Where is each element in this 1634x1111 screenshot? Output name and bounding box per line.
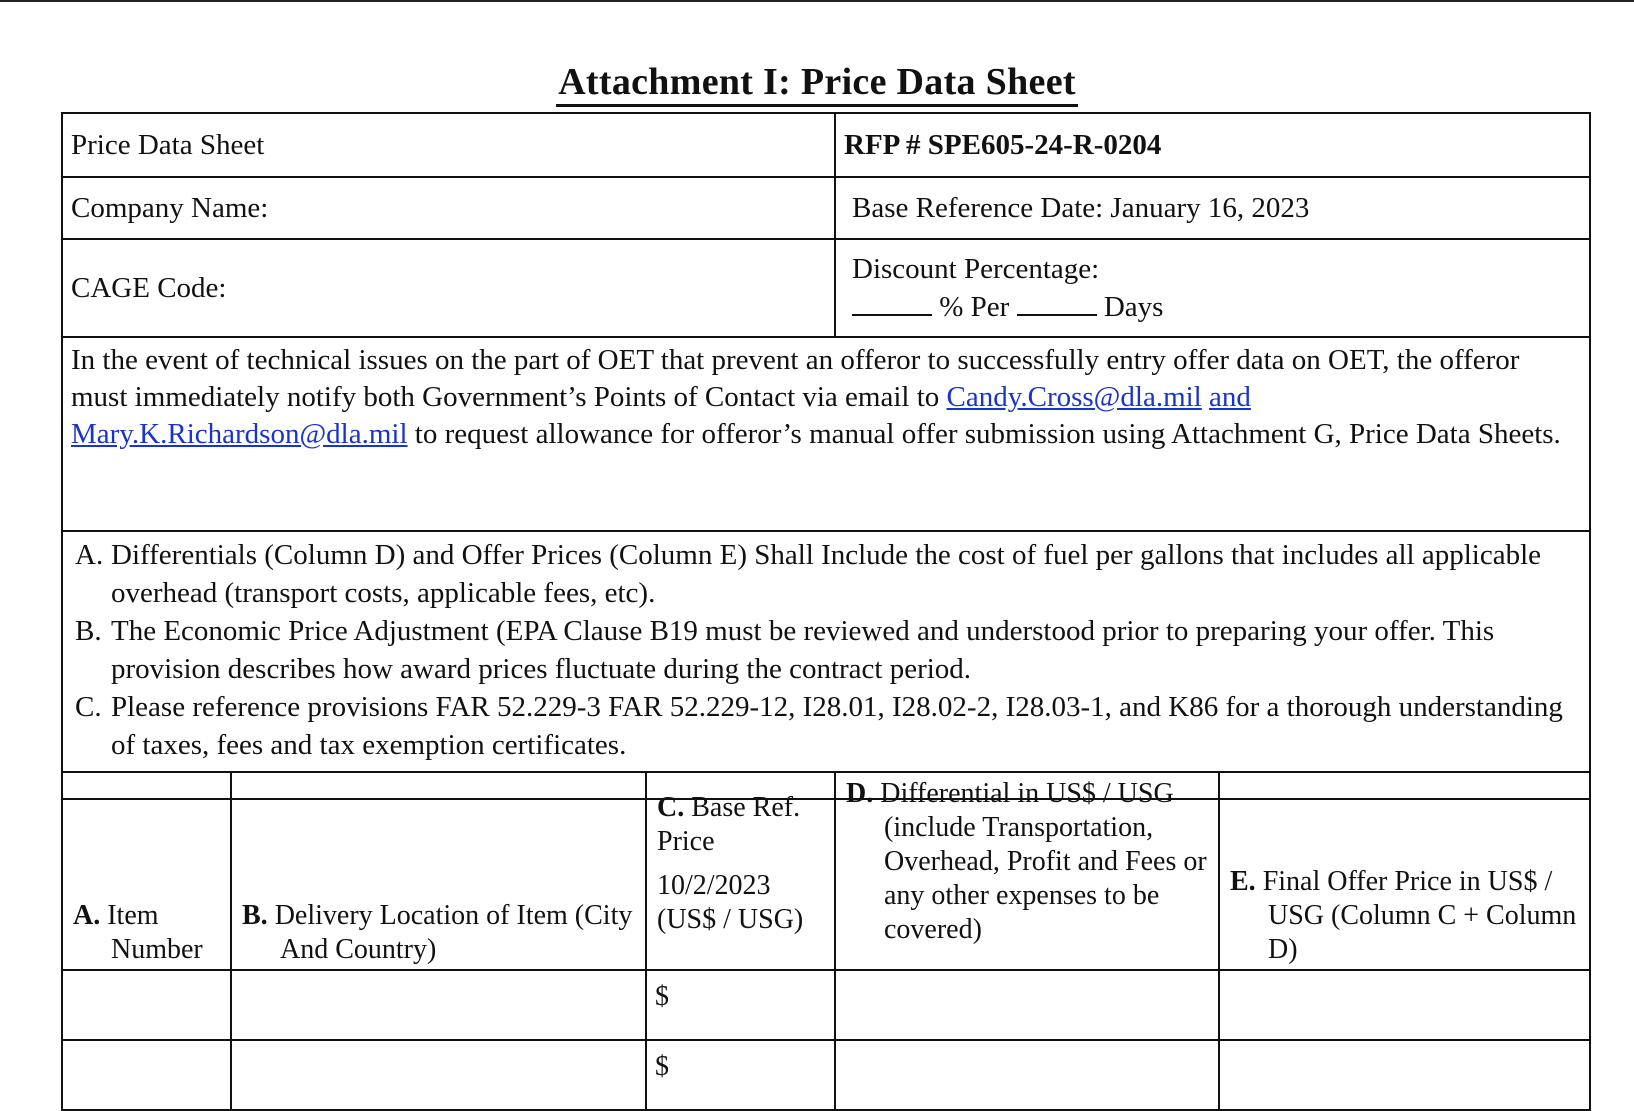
discount-per-label: % Per [939, 290, 1010, 323]
column-header-e: E. Final Offer Price in US$ / USG (Column C + Column D) [1219, 772, 1590, 970]
column-header-row [62, 772, 1590, 970]
cage-code-field[interactable]: CAGE Code: [62, 239, 835, 337]
and-connector: and [1209, 381, 1251, 413]
row-company-date [62, 177, 1590, 239]
document-title: Attachment I: Price Data Sheet [0, 60, 1634, 107]
rfp-cell: RFP # SPE605-24-R-0204 [835, 113, 1590, 177]
row-cage-discount [62, 239, 1590, 337]
item-number-input[interactable] [62, 1040, 231, 1110]
column-header-b: B. Delivery Location of Item (City And Country) [231, 772, 646, 970]
discount-label: Discount Percentage: [852, 252, 1100, 285]
delivery-location-input[interactable] [231, 1040, 646, 1110]
base-price-input[interactable] [646, 970, 835, 1040]
discount-terms [852, 288, 1581, 326]
email-link-mary-richardson[interactable]: Mary.K.Richardson@dla.mil [71, 418, 408, 450]
instructions-list [62, 531, 1590, 799]
final-offer-price-input[interactable] [1219, 1040, 1590, 1110]
discount-percentage-field[interactable] [835, 239, 1590, 337]
company-name-field[interactable]: Company Name: [62, 177, 835, 239]
page-top-border [0, 0, 1634, 2]
pricing-grid [61, 771, 1591, 1111]
row-sheet-rfp [62, 113, 1590, 177]
column-header-d: D. Differential in US$ / USG (include Transportation, Overhead, Profit and Fees or any other expenses to be covered) [835, 772, 1219, 970]
price-data-sheet-cell: Price Data Sheet [62, 113, 835, 177]
discount-days-label: Days [1103, 290, 1164, 323]
row-instructions [62, 531, 1590, 799]
instruction-item: A. Differentials (Column D) and Offer Prices (Column E) Shall Include the cost of fuel per gallons that includes all applicable overhead (transport costs, applicable fees, etc). [75, 539, 1542, 609]
base-price-input[interactable] [646, 1040, 835, 1110]
dollar-sign: $ [655, 981, 669, 1012]
instruction-item: B. The Economic Price Adjustment (EPA Clause B19 must be reviewed and understood prior to preparing your offer. This provision describes how award prices fluctuate during the contract period. [75, 615, 1495, 685]
delivery-location-input[interactable] [231, 970, 646, 1040]
final-offer-price-input[interactable] [1219, 970, 1590, 1040]
item-number-input[interactable] [62, 970, 231, 1040]
table-row [62, 970, 1590, 1040]
differential-input[interactable] [835, 970, 1219, 1040]
notice-paragraph: In the event of technical issues on the part of OET that prevent an offeror to successfully entry offer data on OET, the offeror must immediately notify both Government’s Points of Contact via email to Candy.Cross@dla.mil and Mary.K.Richardson@dla.mil to request allowance for offeror’s manual offer submission using Attachment G, Price Data Sheets. [62, 337, 1590, 531]
table-row [62, 1040, 1590, 1110]
dollar-sign: $ [655, 1051, 669, 1082]
discount-percent-blank[interactable] [852, 288, 932, 316]
row-notice [62, 337, 1590, 531]
info-table [61, 112, 1591, 800]
column-header-c: C. Base Ref. Price 10/2/2023 (US$ / USG) [646, 772, 835, 970]
discount-days-blank[interactable] [1017, 288, 1097, 316]
base-reference-date: Base Reference Date: January 16, 2023 [835, 177, 1590, 239]
email-link-candy-cross[interactable]: Candy.Cross@dla.mil [946, 381, 1202, 413]
column-header-a: A. Item Number [62, 772, 231, 970]
instruction-item: C. Please reference provisions FAR 52.229-3 FAR 52.229-12, I28.01, I28.02-2, I28.03-1, and K86 for a thorough understanding of taxes, fees and tax exemption certificates. [75, 691, 1563, 761]
differential-input[interactable] [835, 1040, 1219, 1110]
